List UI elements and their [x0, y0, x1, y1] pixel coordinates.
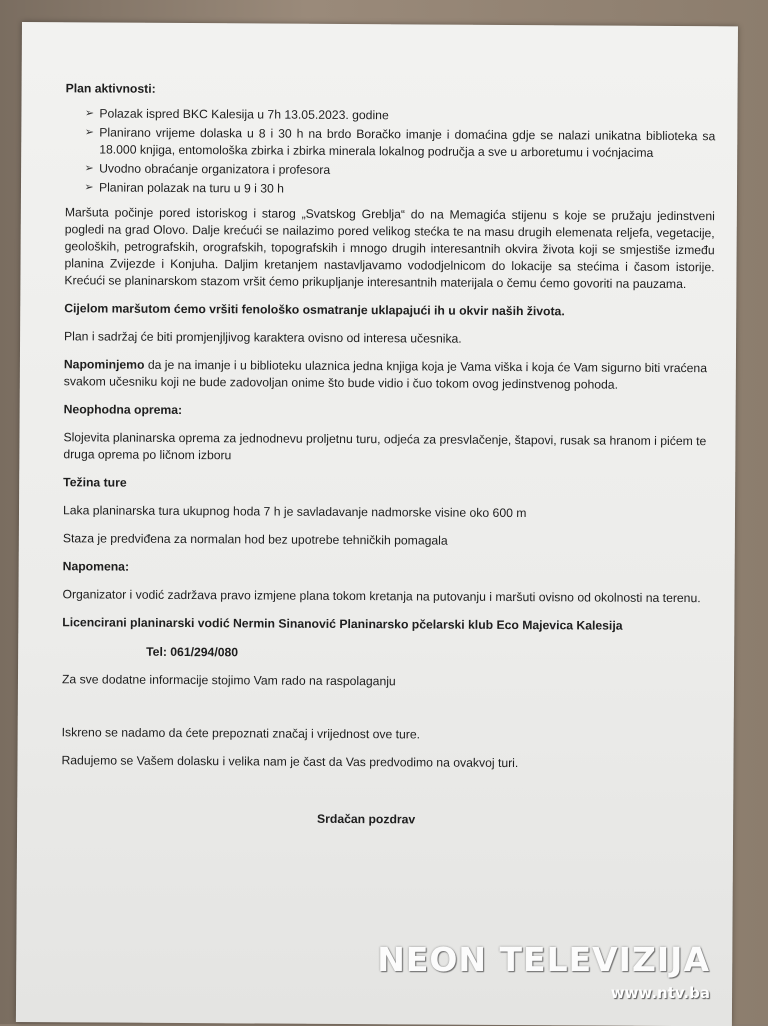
difficulty-text: Laka planinarska tura ukupnog hoda 7 h je savladavanje nadmorske visine oko 600 m: [62, 503, 527, 521]
equipment-heading: Neophodna oprema:: [63, 402, 183, 417]
remark-heading: Napomena:: [62, 559, 130, 574]
trail-text: Staza je predviđena za normalan hod bez upotrebe tehničkih pomagala: [62, 531, 448, 548]
paper-sheet: [16, 22, 738, 1026]
phone-number: Tel: 061/294/080: [146, 644, 239, 660]
guide-line: Licencirani planinarski vodić Nermin Sinanović Planinarsko pčelarski klub Eco Majevica Kalesija: [62, 615, 623, 633]
fenology-statement: Cijelom maršutom ćemo vršiti fenološko osmatranje uklapajući ih u okvir naših života.: [64, 301, 565, 319]
list-item: ➢ Planiran polazak na turu u 9 i 30 h: [84, 180, 284, 196]
plan-list: [65, 105, 716, 200]
list-item: ➢ Uvodno obraćanje organizatora i profesora: [84, 161, 331, 177]
difficulty-heading: Težina ture: [63, 475, 127, 490]
arrow-bullet-icon: ➢: [84, 126, 94, 139]
tv-watermark: NEON TELEVIZIJA: [377, 940, 710, 979]
ticket-note: Napominjemo da je na imanje i u biblioteku ulaznica jedna knjiga koja je Vama viška i koja će Vam sigurno biti vraćena svakom učesniku koji ne bude zadovoljan onime što bude vidio i čuo tokom ovog jedinstvenog pohoda.: [63, 357, 708, 392]
plan-note: Plan i sadržaj će biti promjenjljivog karaktera ovisno od interesa učesnika.: [64, 329, 462, 346]
arrow-bullet-icon: ➢: [84, 181, 94, 194]
info-line: Za sve dodatne informacije stojimo Vam rado na raspolaganju: [61, 672, 396, 689]
route-paragraph: Maršuta počinje pored istoriskog i starog „Svatskog Greblja“ do na Memagića stijenu s koje se pružaju jedinstveni pogledi na grad Olovo. Dalje krećući se nailazimo pored velikog stećka te na masu drugih elemenata reljefa, vegetacije, geoloških, petrografskih, orografskih, topografskih i mnogo drugih interesantnih okvira života koji se smjestiše između planina Zvijezde i Konjuha. Daljim kretanjem nastavljavamo vododjelnicom do lokacije sa stećima i časom istorije. Krećući se planinarskom stazom vršit ćemo prikupljanje interesantnih materijala o čemu ćemo govoriti na pauzama.: [64, 205, 715, 292]
welcome-line: Radujemo se Vašem dolasku i velika nam je čast da Vas predvodimo na ovakvoj turi.: [61, 753, 519, 771]
tv-watermark-url: www.ntv.ba: [610, 984, 710, 1002]
list-item: ➢ Polazak ispred BKC Kalesija u 7h 13.05.2023. godine: [84, 106, 389, 123]
equipment-text: Slojevita planinarska oprema za jednodnevu proljetnu turu, odjeća za presvlačenje, štapovi, rusak sa hranom i pićem te druga oprema po ličnom izboru: [63, 430, 707, 463]
list-item: ➢ Planirano vrijeme dolaska u 8 i 30 h na brdo Boračko imanje i domaćina gdje se nalazi unikatna biblioteka sa 18.000 knjiga, entomološka zbirka i zbirka minerala lokalnog područja a sve u arboretumu i voćnjacima: [84, 125, 716, 160]
document-body: [61, 80, 716, 830]
arrow-bullet-icon: ➢: [84, 107, 95, 120]
hope-line: Iskreno se nadamo da ćete prepoznati značaj i vrijednost ove ture.: [61, 725, 421, 742]
plan-heading: Plan aktivnosti:: [65, 81, 156, 96]
closing-greeting: Srdačan pozdrav: [316, 811, 416, 827]
arrow-bullet-icon: ➢: [84, 162, 94, 175]
remark-text: Organizator i vodić zadržava pravo izmjene plana tokom kretanja na putovanju i maršuti ovisno od okolnosti na terenu.: [62, 587, 701, 606]
